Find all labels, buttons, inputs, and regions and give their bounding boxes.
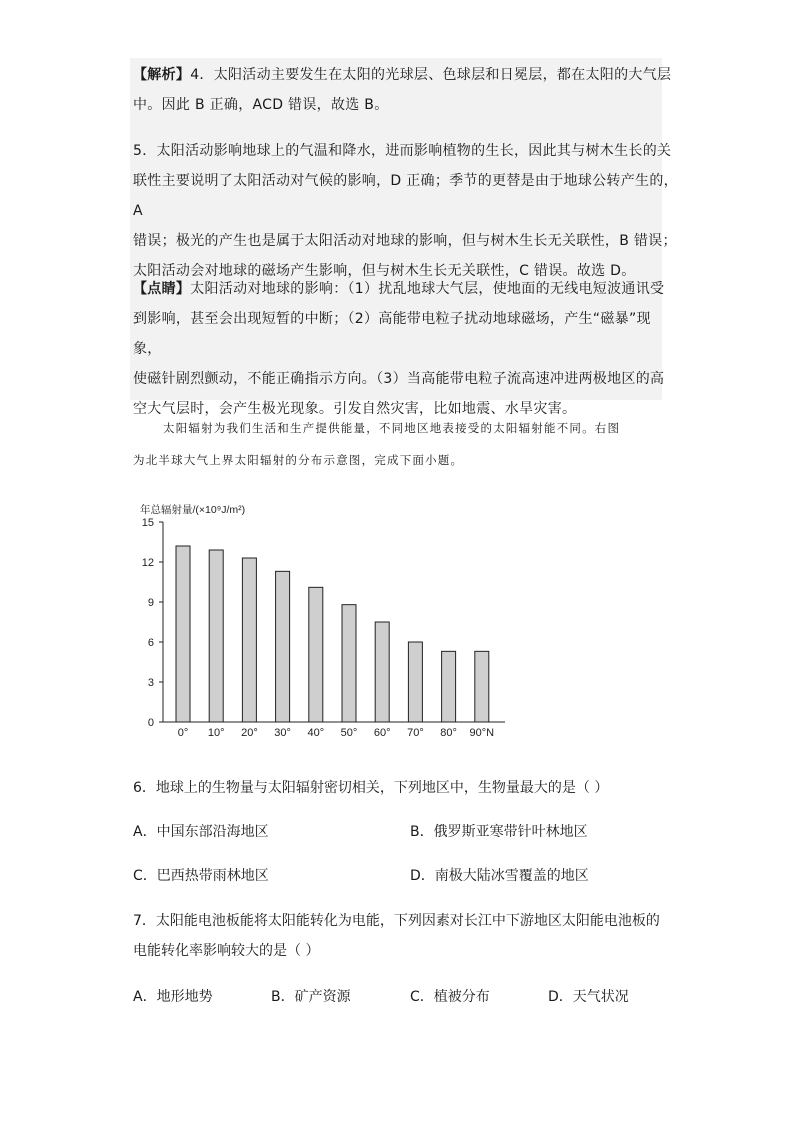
bar <box>442 651 456 722</box>
analysis-paragraph <box>133 60 678 120</box>
bar <box>408 642 422 722</box>
q5-line-2: 联性主要说明了太阳活动对气候的影响，D 正确；季节的更替是由于地球公转产生的，A <box>133 173 678 219</box>
q5-line-1: 5．太阳活动影响地球上的气温和降水，进而影响植物的生长，因此其与树木生长的关 <box>133 143 672 159</box>
bar <box>276 571 290 722</box>
x-tick-label: 60° <box>373 727 391 739</box>
bar <box>375 622 389 722</box>
tip-line-2: 到影响，甚至会出现短暂的中断；（2）高能带电粒子扰动地球磁场，产生“磁暴”现象， <box>133 311 651 357</box>
q7-stem-line-1: 7．太阳能电池板能将太阳能转化为电能，下列因素对长江中下游地区太阳能电池板的 <box>133 913 660 929</box>
bar <box>342 605 356 722</box>
analysis-line-2: 中。因此 B 正确，ACD 错误，故选 B。 <box>133 97 389 113</box>
intro-line-1: 太阳辐射为我们生活和生产提供能量，不同地区地表接受的太阳辐射能不同。右图 <box>163 421 621 435</box>
bar <box>475 651 489 722</box>
y-tick-label: 15 <box>141 517 154 529</box>
chart-x-ticks <box>178 727 494 739</box>
q7-option-a[interactable]: A．地形地势 <box>133 989 213 1005</box>
bar <box>242 558 256 722</box>
intro-paragraph <box>133 412 673 476</box>
q5-explanation-paragraph <box>133 136 678 286</box>
x-tick-label: 30° <box>274 727 291 739</box>
q5-line-4: 太阳活动会对地球的磁场产生影响，但与树木生长无关联性，C 错误。故选 D。 <box>133 263 636 279</box>
tip-line-4: 空大气层时，会产生极光现象。引发自然灾害，比如地震、水旱灾害。 <box>133 401 577 417</box>
y-tick-label: 6 <box>147 637 154 649</box>
bar <box>209 550 223 722</box>
x-tick-label: 90°N <box>469 727 495 739</box>
solar-radiation-bar-chart <box>130 498 530 748</box>
y-tick-label: 12 <box>141 557 154 569</box>
x-tick-label: 80° <box>440 727 457 739</box>
x-tick-label: 50° <box>340 727 358 739</box>
q7-stem-line-2: 电能转化率影响较大的是（ ） <box>133 943 320 959</box>
q6-stem: 6．地球上的生物量与太阳辐射密切相关，下列地区中，生物量最大的是（ ） <box>133 780 609 796</box>
y-tick-label: 0 <box>147 717 154 729</box>
q5-line-3: 错误；极光的产生也是属于太阳活动对地球的影响，但与树木生长无关联性，B 错误； <box>133 233 677 249</box>
tip-line-1: 太阳活动对地球的影响：（1）扰乱地球大气层，使地面的无线电短波通讯受 <box>190 281 665 297</box>
x-tick-label: 10° <box>207 727 225 739</box>
x-tick-label: 70° <box>407 727 424 739</box>
q6-option-c[interactable]: C．巴西热带雨林地区 <box>133 868 269 884</box>
analysis-tag: 【解析】 <box>133 67 191 83</box>
tip-tag: 【点睛】 <box>133 281 191 297</box>
tip-line-3: 使磁针剧烈颤动，不能正确指示方向。（3）当高能带电粒子流高速冲进两极地区的高 <box>133 371 665 387</box>
q7-option-b[interactable]: B．矿产资源 <box>271 989 351 1005</box>
analysis-line-1: 4．太阳活动主要发生在太阳的光球层、色球层和日冕层，都在太阳的大气层 <box>190 67 672 83</box>
x-tick-label: 0° <box>177 727 189 739</box>
chart-y-ticks <box>142 517 163 729</box>
bar <box>176 546 190 722</box>
tip-paragraph <box>133 274 678 424</box>
chart-y-axis-label: 年总辐射量/(×10⁹J/m²) <box>140 504 246 516</box>
chart-bars <box>176 546 489 722</box>
x-tick-label: 40° <box>307 727 325 739</box>
q6-option-d[interactable]: D．南极大陆冰雪覆盖的地区 <box>410 868 589 884</box>
bar <box>309 587 323 722</box>
y-tick-label: 3 <box>147 677 154 689</box>
intro-line-2: 为北半球大气上界太阳辐射的分布示意图，完成下面小题。 <box>133 453 464 467</box>
q7-option-d[interactable]: D．天气状况 <box>548 989 629 1005</box>
q6-option-b[interactable]: B．俄罗斯亚寒带针叶林地区 <box>410 824 588 840</box>
y-tick-label: 9 <box>147 597 154 609</box>
q6-option-a[interactable]: A．中国东部沿海地区 <box>133 824 269 840</box>
q7-option-c[interactable]: C．植被分布 <box>410 989 490 1005</box>
x-tick-label: 20° <box>241 727 258 739</box>
